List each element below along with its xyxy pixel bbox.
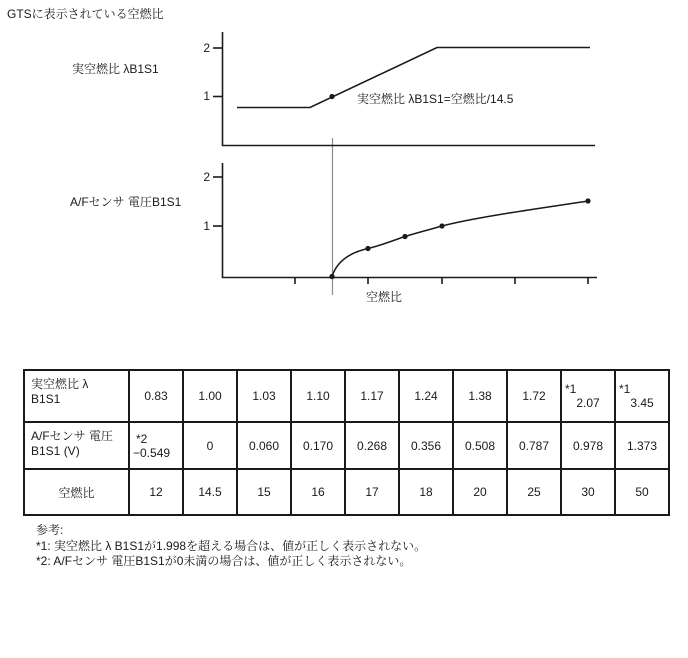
table-cell: *1 2.07: [561, 370, 615, 422]
row-header-afr: 空燃比: [24, 469, 129, 515]
table-cell: 0.356: [399, 422, 453, 469]
table-cell: 12: [129, 469, 183, 515]
table-cell: 50: [615, 469, 669, 515]
table-cell: 1.17: [345, 370, 399, 422]
table-cell: 0.508: [453, 422, 507, 469]
table-cell: 1.03: [237, 370, 291, 422]
reference-notes: [36, 523, 426, 570]
table-cell: *2 −0.549: [129, 422, 183, 469]
table-row-voltage: [24, 422, 669, 469]
table-cell: 1.373: [615, 422, 669, 469]
table-cell: 0: [183, 422, 237, 469]
row-header-voltage: A/Fセンサ 電圧 B1S1 (V): [24, 422, 129, 469]
note-1: *1: 実空燃比 λ B1S1が1.998を超える場合は、値が正しく表示されない。: [36, 538, 427, 553]
chart2-ytick-2: 2: [203, 170, 210, 184]
page-title: GTSに表示されている空燃比: [7, 7, 164, 21]
chart1-ylabel: 実空燃比 λB1S1: [72, 62, 159, 76]
table-cell: 1.38: [453, 370, 507, 422]
table-cell: 1.72: [507, 370, 561, 422]
chart1-ytick-2: 2: [203, 41, 210, 55]
chart2-ytick-1: 1: [203, 219, 210, 233]
table-row-afr: [24, 469, 669, 515]
table-cell: 0.83: [129, 370, 183, 422]
table-cell: 18: [399, 469, 453, 515]
chart1-formula-annotation: 実空燃比 λB1S1=空燃比/14.5: [357, 92, 514, 106]
chart1-ytick-1: 1: [203, 89, 210, 103]
chart1-axes: [213, 32, 595, 146]
chart2-ylabel: A/Fセンサ 電圧B1S1: [70, 195, 182, 209]
table-cell: 0.787: [507, 422, 561, 469]
chart2-xlabel: 空燃比: [366, 290, 403, 304]
chart1-data-point: [329, 94, 334, 99]
table-cell: 0.978: [561, 422, 615, 469]
table-cell: *1 3.45: [615, 370, 669, 422]
row-header-lambda: 実空燃比 λ B1S1: [24, 370, 129, 422]
table-cell: 25: [507, 469, 561, 515]
table-cell: 15: [237, 469, 291, 515]
table-cell: 16: [291, 469, 345, 515]
notes-heading: 参考:: [36, 523, 64, 537]
table-cell: 1.10: [291, 370, 345, 422]
table-cell: 1.00: [183, 370, 237, 422]
table-cell: 17: [345, 469, 399, 515]
table-cell: 30: [561, 469, 615, 515]
chart2-axes: [213, 163, 597, 284]
chart2-curve: [332, 201, 588, 277]
table-cell: 20: [453, 469, 507, 515]
note-2: *2: A/Fセンサ 電圧B1S1が0未満の場合は、値が正しく表示されない。: [36, 554, 412, 568]
table-cell: 14.5: [183, 469, 237, 515]
table-cell: 0.060: [237, 422, 291, 469]
chart2-data-points: [329, 198, 590, 279]
table-cell: 0.268: [345, 422, 399, 469]
table-row-lambda: [24, 370, 669, 422]
table-cell: 1.24: [399, 370, 453, 422]
table-cell: 0.170: [291, 422, 345, 469]
af-conversion-table: [23, 369, 670, 516]
